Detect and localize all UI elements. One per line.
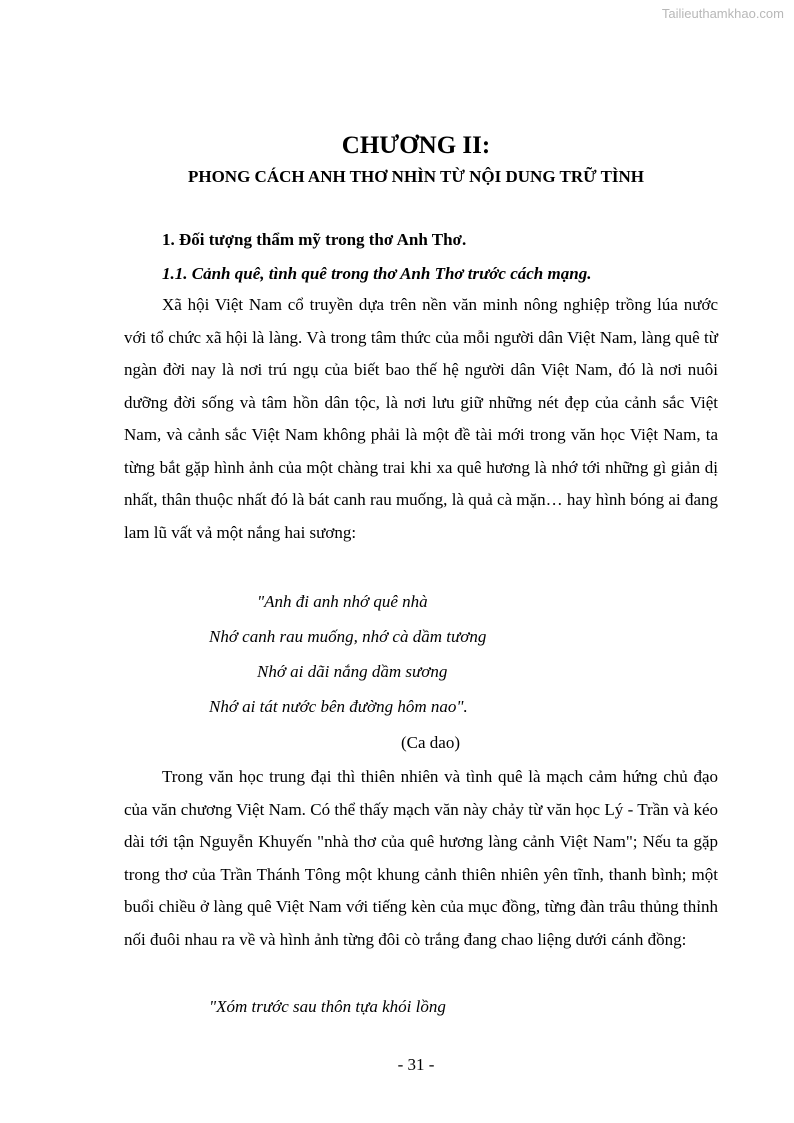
subsection-heading: 1.1. Cảnh quê, tình quê trong thơ Anh Thơ trước cách mạng. [162,264,592,283]
chapter-title: CHƯƠNG II: [341,132,491,159]
poem-line: Nhớ ai dãi nắng dầm sương [257,662,448,681]
poem-line: Nhớ canh rau muống, nhớ cà dầm tương [209,627,487,646]
poem-line: Nhớ ai tát nước bên đường hôm nao". [209,697,468,716]
paragraph-intro-text: Xã hội Việt Nam cổ truyền dựa trên nền văn minh nông nghiệp trồng lúa nước với tổ chức xã hội là làng. Và trong tâm thức của mỗi người dân Việt Nam, làng quê từ ngàn đời nay là nơi trú ngụ của biết bao thế hệ người dân Việt Nam, đó là nơi nuôi dưỡng đời sống và tâm hồn dân tộc, là nơi lưu giữ những nét đẹp của cảnh sắc Việt Nam, và cảnh sắc Việt Nam không phải là một đề tài mới trong văn học Việt Nam, ta từng bắt gặp hình ảnh của một chàng trai khi xa quê hương là nhớ tới những gì giản dị nhất, thân thuộc nhất đó là bát canh rau muống, là quả cà mặn… hay hình bóng ai đang lam lũ vất vả một nắng hai sương: [124,295,718,542]
paragraph-intro [124,289,718,549]
watermark: Tailieuthamkhao.com [661,6,784,21]
page-number: - 31 - [397,1055,435,1074]
paragraph-medieval [124,761,718,956]
paragraph-medieval-text: Trong văn học trung đại thì thiên nhiên và tình quê là mạch cảm hứng chủ đạo của văn chương Việt Nam. Có thể thấy mạch văn này chảy từ văn học Lý - Trần và kéo dài tới tận Nguyễn Khuyến "nhà thơ của quê hương làng cảnh Việt Nam"; Nếu ta gặp trong thơ của Trần Thánh Tông một khung cảnh thiên nhiên yên tĩnh, thanh bình; một buổi chiều ở làng quê Việt Nam với tiếng kèn của mục đồng, từng đàn trâu thủng thỉnh nối đuôi nhau ra về và hình ảnh từng đôi cò trắng đang chao liệng dưới cánh đồng: [124,767,718,949]
poem-line: "Anh đi anh nhớ quê nhà [257,592,428,611]
chapter-subtitle: PHONG CÁCH ANH THƠ NHÌN TỪ NỘI DUNG TRỮ TÌNH [187,167,645,186]
poem-source: (Ca dao) [401,733,461,752]
section-heading: 1. Đối tượng thẩm mỹ trong thơ Anh Thơ. [162,230,467,249]
poem2-line: "Xóm trước sau thôn tựa khói lồng [209,997,446,1016]
